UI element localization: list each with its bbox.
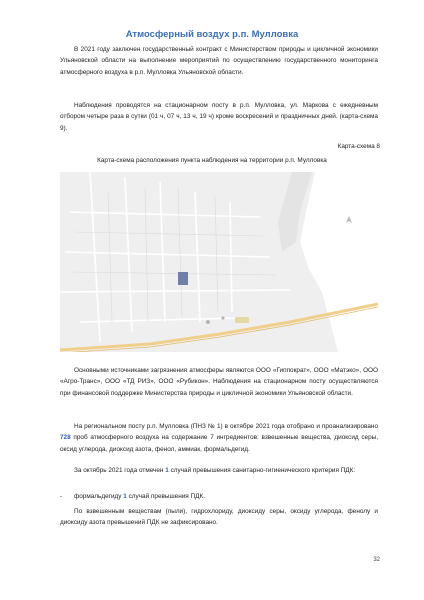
regional-text-part2: проб атмосферного воздуха на содержание 7 ингредиентов: взвешенные вещества, диоксид серы, оксид углерода, диоксид азота, фенол, аммиак, формальдегид. [60, 434, 379, 453]
no-exceedance-paragraph: По взвешенным веществам (пыли), гидрохлориду, диоксиду серы, оксиду углерода, фенолу и диоксиду азота превышений ПДК не зафиксировано. [60, 508, 378, 527]
october-summary-paragraph [60, 465, 378, 476]
october-text-part2: случай превышения санитарно-гигиенического критерия ПДК: [170, 467, 356, 474]
formaldehyde-count: 1 [123, 493, 127, 500]
page-number: 32 [373, 557, 380, 563]
formaldehyde-bullet [60, 491, 378, 502]
october-text-part1: За октябрь 2021 года отмечен [74, 467, 164, 474]
map-graphic [60, 172, 378, 352]
bullet-text-part1: формальдегиду [74, 493, 122, 500]
bullet-dash: - [60, 493, 63, 500]
intro-paragraph-1: В 2021 году заключен государственный контракт с Министерством природы и цикличной экономики Ульяновской области на выполнение мероприятий по осуществлению государственного мониторинга атмосферного воздуха в р.п. Мулловка Ульяновской области. [60, 46, 378, 76]
intro-paragraph-2: Наблюдения проводятся на стационарном посту в р.п. Мулловка, ул. Маркова с ежедневным отбором четыре раза в сутки (01 ч, 07 ч, 13 ч, 19 ч) кроме воскресений и праздничных дней. (карта-схема 9). [60, 102, 378, 132]
map-label: Карта-схема 8 [337, 143, 380, 150]
pollution-sources-paragraph: Основными источниками загрязнения атмосферы являются ООО «Гиппократ», ООО «Матэко», ООО «Агро-Транс», ООО «ТД РИЗ», ООО «Рубикон». Наблюдения на стационарном посту осуществляются при финансовой поддержке Министерства природы и цикличной экономики Ульяновской области. [60, 367, 378, 397]
map-caption: Карта-схема расположения пункта наблюдения на территории р.п. Мулловка [97, 157, 327, 164]
regional-text-part1: На региональном посту р.п. Мулловка (ПНЗ № 1) в октябре 2021 года отобрано и проанализировано [74, 423, 378, 430]
bullet-text-part2: случай превышения ПДК. [128, 493, 205, 500]
sample-count: 728 [60, 434, 71, 442]
regional-post-paragraph [60, 421, 378, 455]
exceedance-count: 1 [165, 467, 169, 474]
page-title: Атмосферный воздух р.п. Мулловка [125, 29, 299, 40]
monitoring-station-marker [178, 272, 188, 285]
location-map [60, 172, 378, 352]
